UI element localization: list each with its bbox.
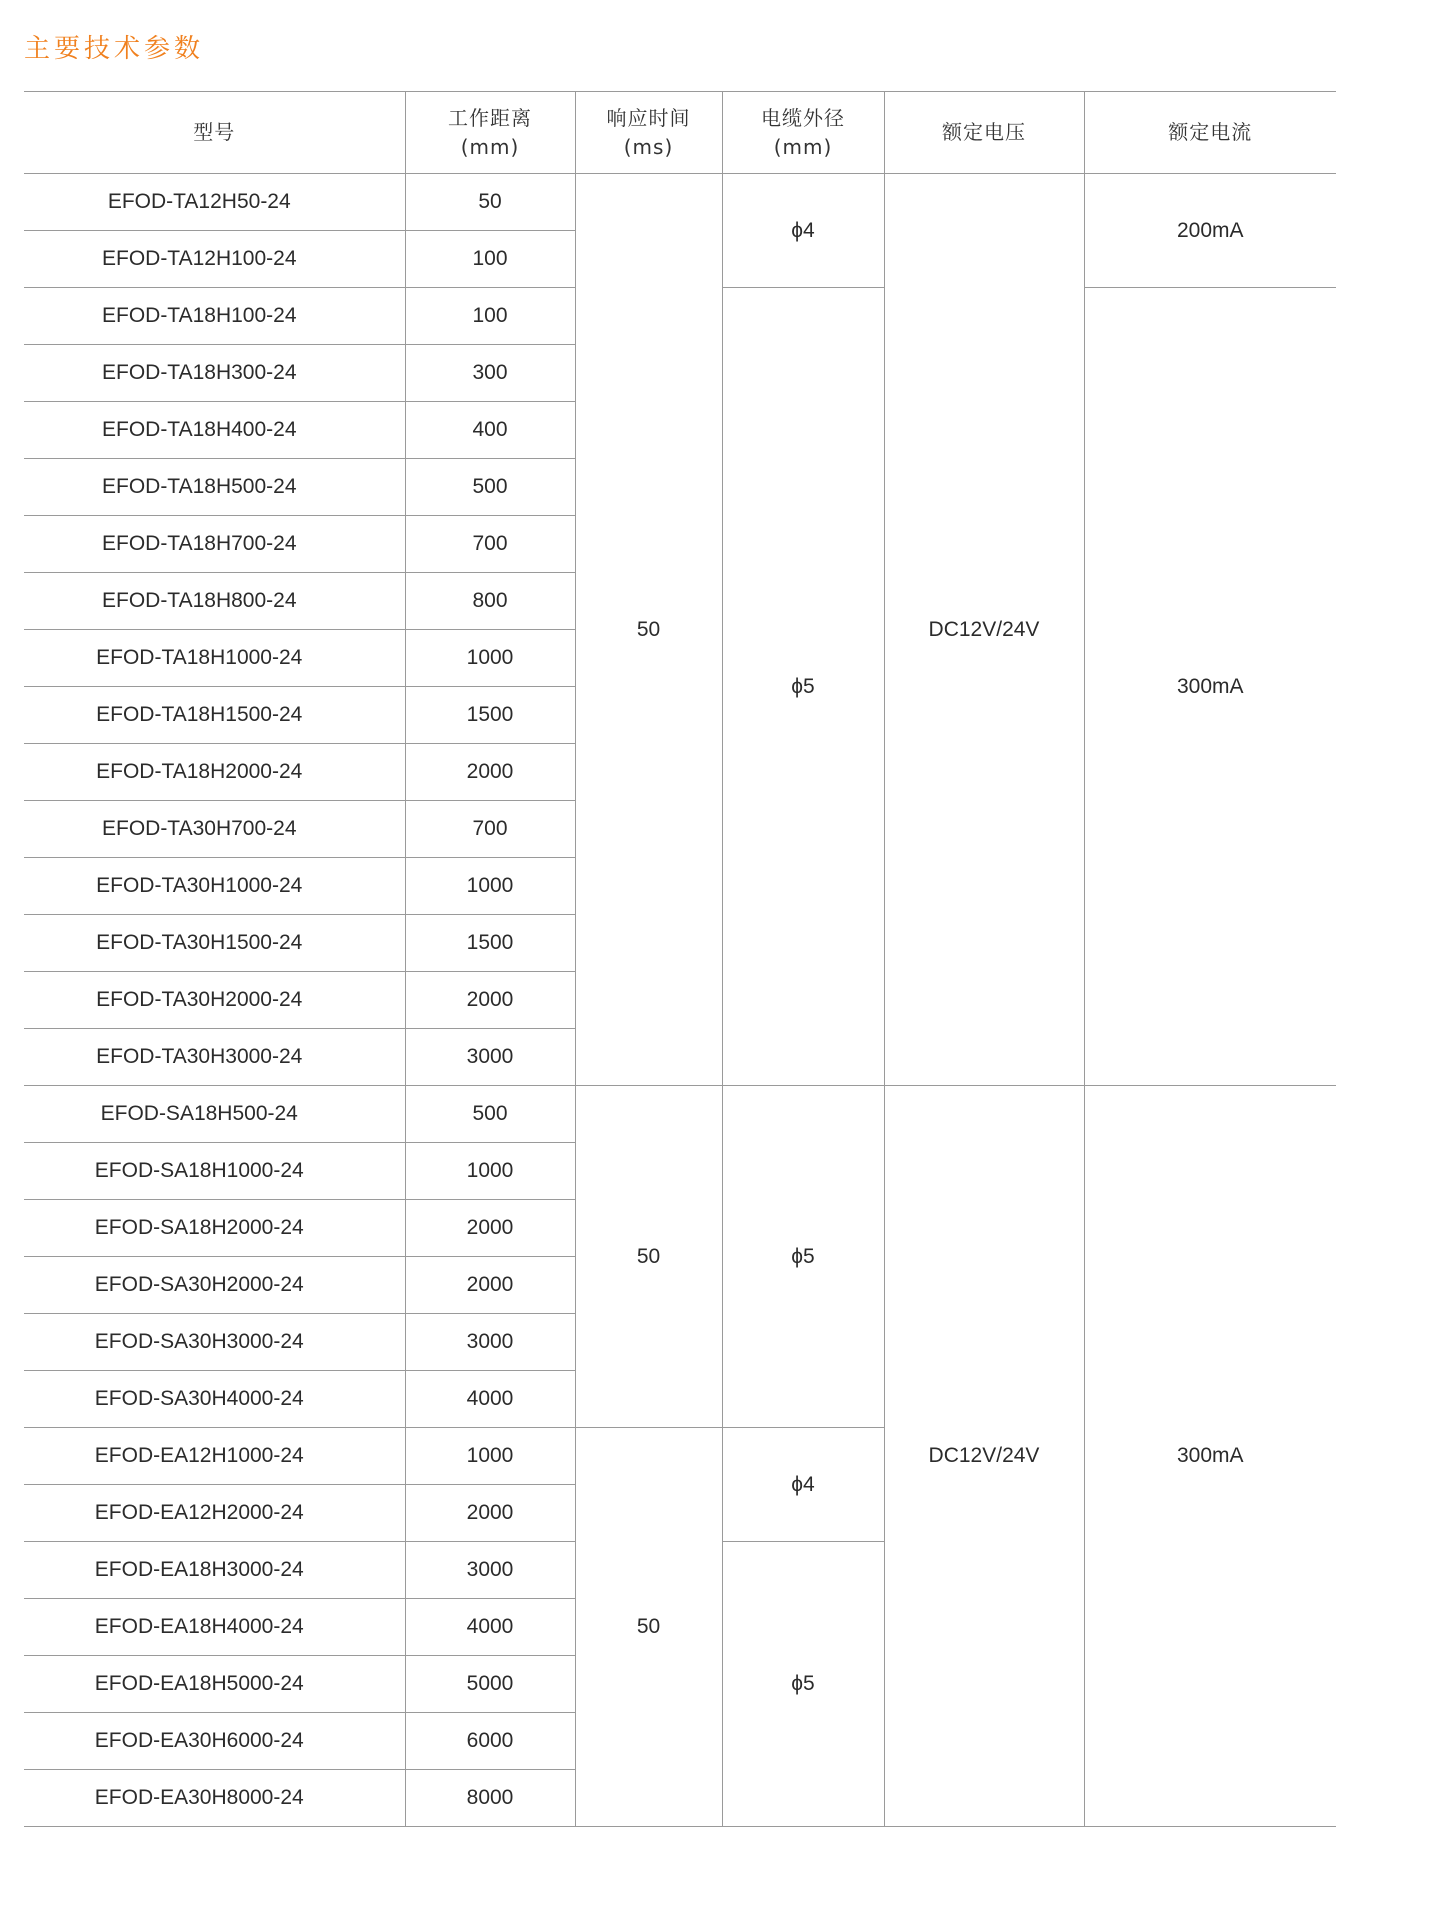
model-cell: EFOD-TA12H50-24 xyxy=(24,174,405,231)
spec-table xyxy=(24,91,1336,1827)
distance-cell: 800 xyxy=(405,573,575,630)
rated-current-cell: 200mA xyxy=(1084,174,1336,288)
distance-cell: 1000 xyxy=(405,858,575,915)
header-distance: 工作距离 (mm) xyxy=(405,92,575,174)
rated-voltage-cell: DC12V/24V xyxy=(884,1086,1084,1827)
response-time-cell: 50 xyxy=(575,1086,722,1428)
model-cell: EFOD-EA30H8000-24 xyxy=(24,1770,405,1827)
header-response-time: 响应时间 (ms) xyxy=(575,92,722,174)
distance-cell: 3000 xyxy=(405,1029,575,1086)
distance-cell: 500 xyxy=(405,459,575,516)
cable-diameter-cell: ϕ5 xyxy=(722,1542,884,1827)
cable-diameter-cell: ϕ5 xyxy=(722,1086,884,1428)
cable-diameter-cell: ϕ4 xyxy=(722,1428,884,1542)
model-cell: EFOD-EA18H5000-24 xyxy=(24,1656,405,1713)
distance-cell: 4000 xyxy=(405,1599,575,1656)
distance-cell: 6000 xyxy=(405,1713,575,1770)
model-cell: EFOD-TA18H400-24 xyxy=(24,402,405,459)
table-header-row xyxy=(24,92,1336,174)
distance-cell: 100 xyxy=(405,231,575,288)
distance-cell: 1500 xyxy=(405,915,575,972)
distance-cell: 500 xyxy=(405,1086,575,1143)
cable-diameter-cell: ϕ5 xyxy=(722,288,884,1086)
model-cell: EFOD-TA30H2000-24 xyxy=(24,972,405,1029)
header-rated-voltage: 额定电压 xyxy=(884,92,1084,174)
distance-cell: 5000 xyxy=(405,1656,575,1713)
header-model: 型号 xyxy=(24,92,405,174)
distance-cell: 100 xyxy=(405,288,575,345)
distance-cell: 4000 xyxy=(405,1371,575,1428)
response-time-cell: 50 xyxy=(575,174,722,1086)
distance-cell: 2000 xyxy=(405,1200,575,1257)
model-cell: EFOD-TA30H3000-24 xyxy=(24,1029,405,1086)
model-cell: EFOD-EA30H6000-24 xyxy=(24,1713,405,1770)
model-cell: EFOD-SA30H3000-24 xyxy=(24,1314,405,1371)
rated-current-cell: 300mA xyxy=(1084,288,1336,1086)
distance-cell: 1000 xyxy=(405,1428,575,1485)
model-cell: EFOD-TA18H700-24 xyxy=(24,516,405,573)
model-cell: EFOD-TA18H500-24 xyxy=(24,459,405,516)
model-cell: EFOD-TA30H1500-24 xyxy=(24,915,405,972)
header-rated-current: 额定电流 xyxy=(1084,92,1336,174)
distance-cell: 2000 xyxy=(405,972,575,1029)
distance-cell: 8000 xyxy=(405,1770,575,1827)
spec-table-body xyxy=(24,174,1336,1827)
distance-cell: 2000 xyxy=(405,744,575,801)
distance-cell: 50 xyxy=(405,174,575,231)
distance-cell: 300 xyxy=(405,345,575,402)
model-cell: EFOD-EA18H3000-24 xyxy=(24,1542,405,1599)
table-row xyxy=(24,1086,1336,1143)
rated-voltage-cell: DC12V/24V xyxy=(884,174,1084,1086)
model-cell: EFOD-EA18H4000-24 xyxy=(24,1599,405,1656)
distance-cell: 2000 xyxy=(405,1257,575,1314)
model-cell: EFOD-TA18H2000-24 xyxy=(24,744,405,801)
distance-cell: 1000 xyxy=(405,1143,575,1200)
model-cell: EFOD-TA18H800-24 xyxy=(24,573,405,630)
model-cell: EFOD-TA30H700-24 xyxy=(24,801,405,858)
table-row xyxy=(24,174,1336,231)
rated-current-cell: 300mA xyxy=(1084,1086,1336,1827)
model-cell: EFOD-TA18H300-24 xyxy=(24,345,405,402)
model-cell: EFOD-TA18H1500-24 xyxy=(24,687,405,744)
model-cell: EFOD-SA30H4000-24 xyxy=(24,1371,405,1428)
model-cell: EFOD-TA30H1000-24 xyxy=(24,858,405,915)
distance-cell: 3000 xyxy=(405,1314,575,1371)
distance-cell: 3000 xyxy=(405,1542,575,1599)
cable-diameter-cell: ϕ4 xyxy=(722,174,884,288)
model-cell: EFOD-SA18H500-24 xyxy=(24,1086,405,1143)
distance-cell: 700 xyxy=(405,516,575,573)
model-cell: EFOD-TA18H1000-24 xyxy=(24,630,405,687)
section-title: 主要技术参数 xyxy=(24,34,205,64)
distance-cell: 1500 xyxy=(405,687,575,744)
response-time-cell: 50 xyxy=(575,1428,722,1827)
model-cell: EFOD-SA18H2000-24 xyxy=(24,1200,405,1257)
model-cell: EFOD-EA12H1000-24 xyxy=(24,1428,405,1485)
header-cable-diameter: 电缆外径 (mm) xyxy=(722,92,884,174)
model-cell: EFOD-SA30H2000-24 xyxy=(24,1257,405,1314)
distance-cell: 1000 xyxy=(405,630,575,687)
model-cell: EFOD-EA12H2000-24 xyxy=(24,1485,405,1542)
distance-cell: 2000 xyxy=(405,1485,575,1542)
model-cell: EFOD-SA18H1000-24 xyxy=(24,1143,405,1200)
distance-cell: 400 xyxy=(405,402,575,459)
distance-cell: 700 xyxy=(405,801,575,858)
model-cell: EFOD-TA18H100-24 xyxy=(24,288,405,345)
model-cell: EFOD-TA12H100-24 xyxy=(24,231,405,288)
